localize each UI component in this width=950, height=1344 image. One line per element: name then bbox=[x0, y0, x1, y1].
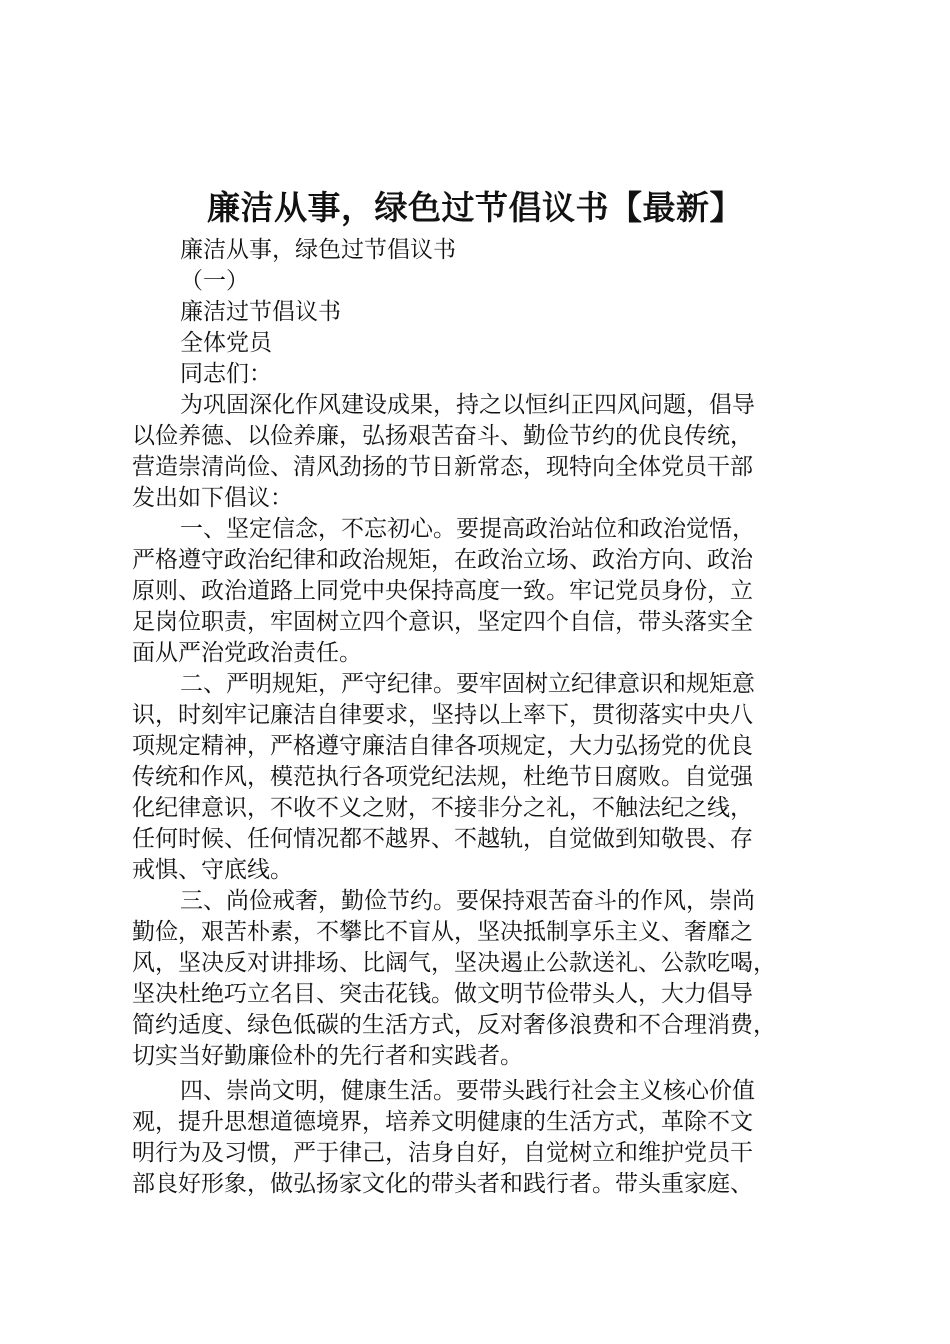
paragraph-line: 四、崇尚文明，健康生活。要带头践行社会主义核心价值 bbox=[180, 1078, 755, 1104]
paragraph-point-4 bbox=[132, 1076, 836, 1200]
paragraph-line: 一、坚定信念，不忘初心。要提高政治站位和政治觉悟， bbox=[180, 516, 755, 542]
addressee: 全体党员 bbox=[180, 330, 272, 356]
paragraph-line: 三、尚俭戒奢，勤俭节约。要保持艰苦奋斗的作风，崇尚 bbox=[180, 888, 755, 914]
document-title: 廉洁从事，绿色过节倡议书【最新】 bbox=[207, 188, 743, 227]
salutation: 同志们： bbox=[180, 361, 272, 387]
paragraph-line: 营造崇清尚俭、清风劲扬的节日新常态，现特向全体党员干部 bbox=[132, 454, 753, 480]
paragraph-line: 严格遵守政治纪律和政治规矩，在政治立场、政治方向、政治 bbox=[132, 547, 753, 573]
paragraph-line: 传统和作风，模范执行各项党纪法规，杜绝节日腐败。自觉强 bbox=[132, 764, 753, 790]
paragraph-line: 明行为及习惯，严于律己，洁身自好，自觉树立和维护党员干 bbox=[132, 1140, 753, 1166]
paragraph-line: 观，提升思想道德境界，培养文明健康的生活方式，革除不文 bbox=[132, 1109, 753, 1135]
paragraph-line: 化纪律意识，不收不义之财，不接非分之礼，不触法纪之线， bbox=[132, 795, 753, 821]
paragraph-point-3 bbox=[132, 886, 836, 1072]
paragraph-intro bbox=[132, 390, 836, 514]
paragraph-line: 部良好形象，做弘扬家文化的带头者和践行者。带头重家庭、 bbox=[132, 1171, 753, 1197]
paragraph-line: 勤俭，艰苦朴素，不攀比不盲从，坚决抵制享乐主义、奢靡之 bbox=[132, 919, 753, 945]
paragraph-line: 切实当好勤廉俭朴的先行者和实践者。 bbox=[132, 1043, 523, 1069]
paragraph-line: 识，时刻牢记廉洁自律要求，坚持以上率下，贯彻落实中央八 bbox=[132, 702, 753, 728]
paragraph-line: 二、严明规矩，严守纪律。要牢固树立纪律意识和规矩意 bbox=[180, 671, 755, 697]
document-body bbox=[132, 235, 836, 1200]
paragraph-line: 任何时候、任何情况都不越界、不越轨，自觉做到知敬畏、存 bbox=[132, 826, 753, 852]
document-subtitle: 廉洁从事，绿色过节倡议书 bbox=[180, 237, 456, 263]
paragraph-line: 足岗位职责，牢固树立四个意识，坚定四个自信，带头落实全 bbox=[132, 609, 753, 635]
paragraph-line: 戒惧、守底线。 bbox=[132, 857, 293, 883]
paragraph-line: 发出如下倡议： bbox=[132, 485, 293, 511]
paragraph-line: 原则、政治道路上同党中央保持高度一致。牢记党员身份，立 bbox=[132, 578, 753, 604]
section-number: （一） bbox=[180, 268, 249, 294]
paragraph-line: 为巩固深化作风建设成果，持之以恒纠正四风问题，倡导 bbox=[180, 392, 755, 418]
paragraph-line: 面从严治党政治责任。 bbox=[132, 640, 362, 666]
paragraph-line: 以俭养德、以俭养廉，弘扬艰苦奋斗、勤俭节约的优良传统， bbox=[132, 423, 753, 449]
paragraph-line: 简约适度、绿色低碳的生活方式，反对奢侈浪费和不合理消费， bbox=[132, 1012, 776, 1038]
paragraph-line: 项规定精神，严格遵守廉洁自律各项规定，大力弘扬党的优良 bbox=[132, 733, 753, 759]
paragraph-point-2 bbox=[132, 669, 836, 886]
section-heading: 廉洁过节倡议书 bbox=[180, 299, 341, 325]
paragraph-line: 坚决杜绝巧立名目、突击花钱。做文明节俭带头人，大力倡导 bbox=[132, 981, 753, 1007]
paragraph-point-1 bbox=[132, 514, 836, 669]
paragraph-line: 风，坚决反对讲排场、比阔气，坚决遏止公款送礼、公款吃喝， bbox=[132, 950, 776, 976]
